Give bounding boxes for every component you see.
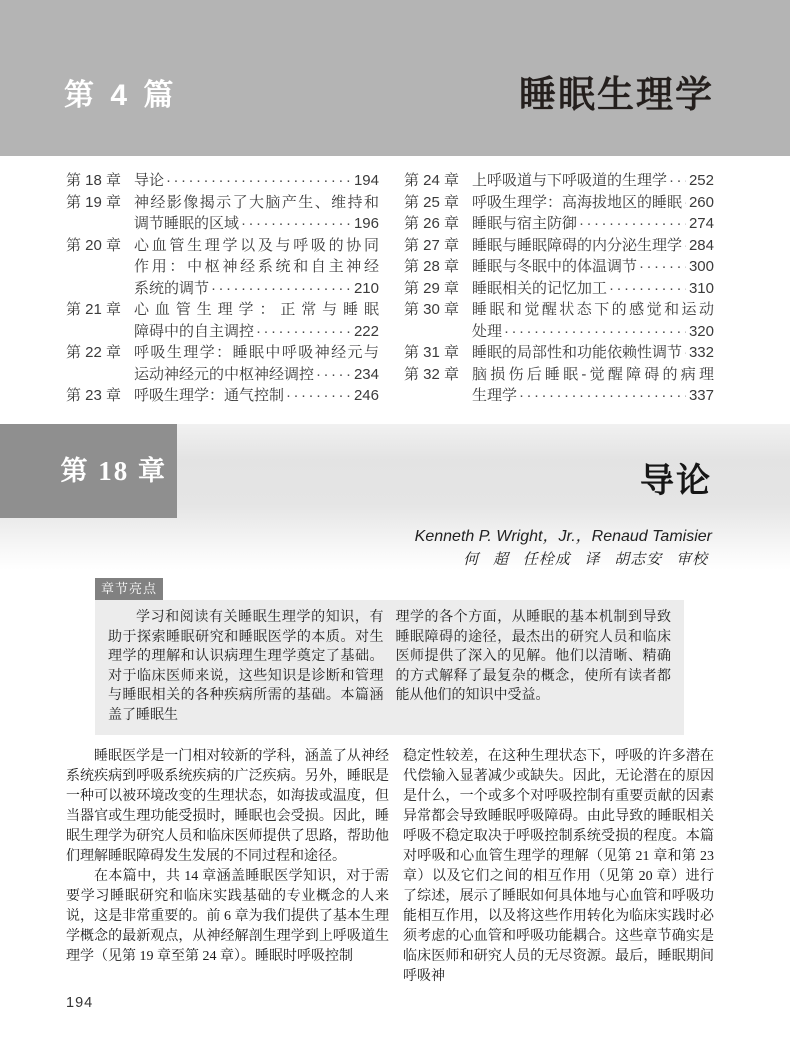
toc-line: 神经影像揭示了大脑产生、维持和 [134, 193, 379, 211]
toc-entry-title [472, 256, 714, 278]
highlights-text-1: 学习和阅读有关睡眠生理学的知识，有助于探索睡眠研究和睡眠医学的本质。对生理学的理解和认识病理生理学奠定了基础。对于临床医师来说，这些知识是诊断和管理与睡眠相关的各种疾病所需的基础。本篇涵盖了睡眠生 [108, 610, 384, 723]
toc-page-number: 332 [688, 344, 714, 361]
toc-line-with-page [472, 213, 714, 235]
toc-page-number: 252 [688, 172, 714, 189]
toc-entry-title [472, 278, 714, 300]
toc-line-with-page [472, 342, 714, 364]
toc-line-with-page [134, 385, 379, 407]
toc-line-with-page [472, 192, 714, 214]
toc-line-with-page [134, 170, 379, 192]
highlights-tab: 章节亮点 [95, 578, 163, 600]
part-label: 第 4 篇 [64, 79, 178, 112]
toc-line-with-page [472, 256, 714, 278]
toc-line: 脑损伤后睡眠-觉醒障碍的病理 [472, 365, 714, 383]
highlights-column-2 [396, 608, 672, 725]
toc-line-with-page [134, 321, 379, 343]
page-number: 194 [66, 995, 94, 1011]
toc-entry-title [134, 235, 379, 300]
toc-page-number: 320 [688, 322, 714, 340]
toc-title-text: 睡眠与睡眠障碍的内分泌生理学 [472, 236, 683, 254]
toc-entry [404, 299, 714, 342]
dot-leader [504, 321, 686, 343]
toc-chapter-label: 第 31 章 [404, 344, 460, 361]
toc-entry-title [472, 213, 714, 235]
body-paragraph: 稳定性较差，在这种生理状态下，呼吸的许多潜在代偿输入显著减少或缺失。因此，无论潜在的原因是什么，一个或多个对呼吸控制有重要贡献的因素异常都会导致睡眠呼吸障碍。由此导致的睡眠相关呼吸不稳定取决于呼吸控制系统受损的程度。本篇对呼吸和心血管生理学的理解（见第 21 章和第 23 章）以及它们之间的相互作用（见第 20 章）进行了综述，展示了睡眠如何具体地与心血管和呼吸功能相互作用，以及将这些作用转化为临床实践时必须考虑的心血管和呼吸功能耦合。这些章节确实是临床医师和研究人员的无尽资源。最后，睡眠期间呼吸神 [403, 749, 714, 984]
toc-entry-title [472, 192, 714, 214]
toc-chapter-label: 第 21 章 [66, 301, 122, 318]
toc-page-number: 337 [688, 387, 714, 404]
toc-title-text: 睡眠相关的记忆加工 [472, 279, 608, 297]
toc-page-number: 234 [353, 365, 379, 383]
toc-title-text: 运动神经元的中枢神经调控 [134, 365, 315, 383]
toc-page-number: 274 [688, 215, 714, 232]
toc-chapter-label: 第 32 章 [404, 365, 460, 383]
toc-line-with-page [134, 364, 379, 386]
dot-leader [519, 385, 686, 407]
toc-entry-title [134, 385, 379, 407]
toc-entry-title [472, 170, 714, 192]
toc-page-number: 260 [688, 193, 714, 211]
chapter-title: 导论 [640, 462, 712, 500]
body-column-left [66, 747, 389, 987]
toc-entry [404, 278, 714, 300]
toc-page-number: 194 [353, 172, 379, 189]
toc-chapter-label: 第 24 章 [404, 172, 460, 189]
dot-leader [211, 278, 351, 300]
dot-leader [256, 321, 351, 343]
dot-leader [684, 235, 686, 257]
toc-title-text: 睡眠与宿主防御 [472, 215, 578, 232]
body-paragraph: 睡眠医学是一门相对较新的学科，涵盖了从神经系统疾病到呼吸系统疾病的广泛疾病。另外，睡眠是一种可以被环境改变的生理状态，如海拔或温度，但当器官或生理功能受损时，睡眠也会受损。因此，睡眠生理学为研究人员和临床医师提供了思路，帮助他们理解睡眠障碍发生发展的不同过程和途径。 [66, 749, 389, 864]
dot-leader [579, 213, 686, 235]
dot-leader [669, 170, 686, 192]
toc-entry-title [134, 342, 379, 385]
toc-line: 睡眠和觉醒状态下的感觉和运动 [472, 301, 714, 318]
toc-page-number: 222 [353, 322, 379, 340]
part-title: 睡眠生理学 [519, 75, 714, 116]
toc-entry [404, 235, 714, 257]
highlights-box [95, 600, 684, 735]
toc-entry [66, 342, 379, 385]
toc-chapter-label: 第 30 章 [404, 301, 460, 318]
toc-chapter-label: 第 28 章 [404, 258, 460, 275]
toc-line-with-page [134, 278, 379, 300]
toc-chapter-label: 第 25 章 [404, 193, 460, 211]
toc-title-text: 生理学 [472, 387, 518, 404]
toc-title-text: 导论 [134, 172, 165, 189]
toc-line-with-page [472, 321, 714, 343]
dot-leader [684, 192, 686, 214]
toc-entry-title [134, 299, 379, 342]
toc-chapter-label: 第 27 章 [404, 236, 460, 254]
body-paragraph: 在本篇中，共 14 章涵盖睡眠医学知识，对于需要学习睡眠研究和临床实践基础的专业概念的人来说，这是非常重要的。前 6 章为我们提供了基本生理学概念的最新观点，从神经解剖生理学到上呼吸道生理学（见第 19 章至第 24 章）。睡眠时呼吸控制 [66, 869, 389, 964]
toc-title-text: 处理 [472, 322, 503, 340]
toc-chapter-label: 第 26 章 [404, 215, 460, 232]
toc-column-left [66, 170, 379, 407]
toc-title-text: 呼吸生理学：高海拔地区的睡眠 [472, 193, 683, 211]
toc-entry [404, 170, 714, 192]
toc-entry-title [472, 342, 714, 364]
toc-page-number: 210 [353, 279, 379, 297]
toc-chapter-label: 第 18 章 [66, 172, 122, 189]
toc-entry [404, 192, 714, 214]
toc-entry [404, 342, 714, 364]
dot-leader [241, 213, 351, 235]
translators-line: 何 超 任栓成 译 胡志安 审校 [463, 552, 708, 568]
toc-entry-title [472, 235, 714, 257]
toc-entry-title [472, 299, 714, 342]
toc-entry [66, 299, 379, 342]
dot-leader [609, 278, 686, 300]
chapter-number-box: 第 18 章 [0, 424, 177, 518]
toc-line-with-page [472, 170, 714, 192]
toc-entry [66, 385, 379, 407]
toc-entry-title [134, 192, 379, 235]
toc-page-number: 310 [688, 279, 714, 297]
toc-page-number: 196 [353, 215, 379, 232]
toc-title-text: 系统的调节 [134, 279, 210, 297]
highlights-text-2: 理学的各个方面，从睡眠的基本机制到导致睡眠障碍的途径，最杰出的研究人员和临床医师提供了深入的见解。他们以清晰、精确的方式解释了最复杂的概念，使所有读者都能从他们的知识中受益。 [395, 610, 671, 703]
toc-entry-title [472, 364, 714, 407]
toc-chapter-label: 第 29 章 [404, 279, 460, 297]
toc-entry [404, 213, 714, 235]
part-header-band [0, 0, 790, 156]
dot-leader [316, 364, 351, 386]
toc-title-text: 睡眠与冬眠中的体温调节 [472, 258, 638, 275]
toc-column-right [404, 170, 714, 407]
toc-line-with-page [472, 235, 714, 257]
dot-leader [166, 170, 351, 192]
highlights-column-1 [108, 608, 384, 725]
body-column-right [403, 747, 714, 987]
toc-chapter-label: 第 23 章 [66, 387, 122, 404]
toc-line: 呼吸生理学：睡眠中呼吸神经元与 [134, 344, 379, 361]
toc-title-text: 障碍中的自主调控 [134, 322, 255, 340]
toc-title-text: 睡眠的局部性和功能依赖性调节 [472, 344, 683, 361]
toc-line: 作用：中枢神经系统和自主神经 [134, 258, 379, 275]
toc-entry [66, 170, 379, 192]
table-of-contents [66, 170, 714, 407]
toc-line-with-page [134, 213, 379, 235]
toc-title-text: 上呼吸道与下呼吸道的生理学 [472, 172, 668, 189]
toc-entry-title [134, 170, 379, 192]
dot-leader [639, 256, 686, 278]
toc-page-number: 300 [688, 258, 714, 275]
toc-entry [66, 235, 379, 300]
toc-line-with-page [472, 278, 714, 300]
body-text [66, 747, 714, 987]
toc-chapter-label: 第 22 章 [66, 344, 122, 361]
toc-entry [404, 364, 714, 407]
toc-page-number: 284 [688, 236, 714, 254]
toc-entry [404, 256, 714, 278]
dot-leader [684, 342, 686, 364]
toc-chapter-label: 第 19 章 [66, 193, 122, 211]
toc-line: 心血管生理学：正常与睡眠 [134, 301, 379, 318]
toc-entry [66, 192, 379, 235]
dot-leader [286, 385, 351, 407]
toc-title-text: 呼吸生理学：通气控制 [134, 387, 285, 404]
toc-chapter-label: 第 20 章 [66, 236, 122, 254]
authors-line: Kenneth P. Wright，Jr.，Renaud Tamisier [414, 528, 712, 545]
chapter-header-band [0, 424, 790, 570]
toc-title-text: 调节睡眠的区域 [134, 215, 240, 232]
toc-page-number: 246 [353, 387, 379, 404]
toc-line-with-page [472, 385, 714, 407]
toc-line: 心血管生理学以及与呼吸的协同 [134, 236, 379, 254]
